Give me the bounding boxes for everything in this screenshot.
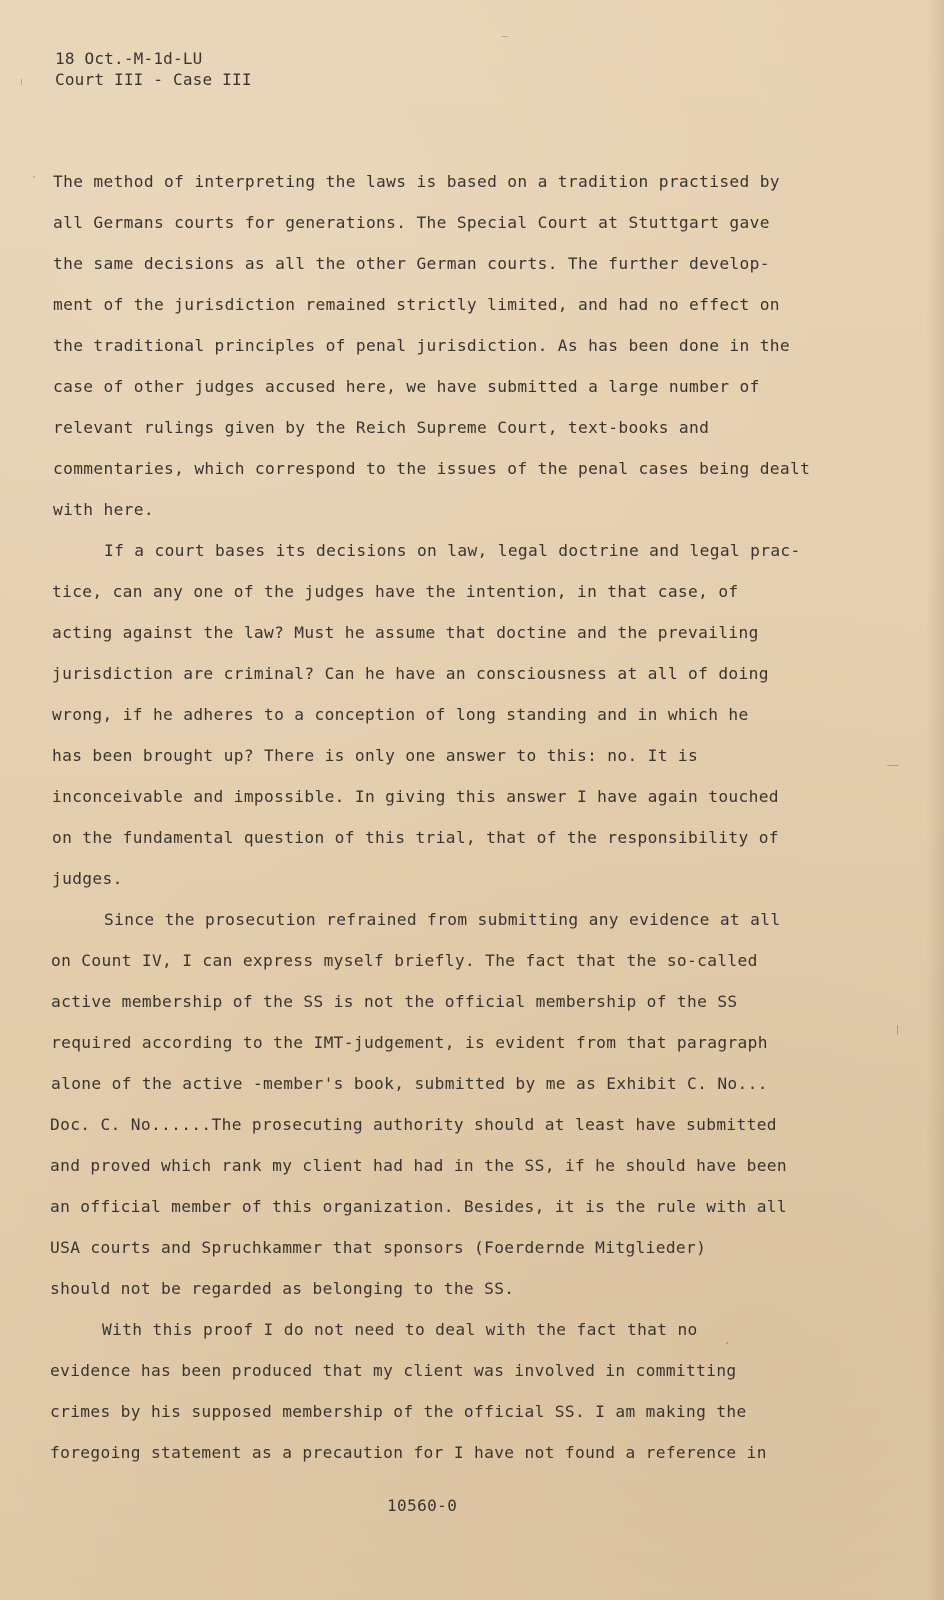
body-line-6: case of other judges accused here, we have submitted a large number of bbox=[53, 377, 760, 396]
body-line-30: evidence has been produced that my client was involved in committing bbox=[50, 1361, 737, 1380]
body-line-32: foregoing statement as a precaution for I have not found a reference in bbox=[50, 1443, 767, 1462]
paper-speck bbox=[887, 765, 899, 766]
page-number: 10560-0 bbox=[387, 1496, 458, 1515]
header-line-session: 18 Oct.-M-1d-LU bbox=[55, 49, 203, 68]
body-line-17: on the fundamental question of this trial, that of the responsibility of bbox=[52, 828, 779, 847]
paper-speck bbox=[21, 79, 22, 85]
body-line-13: jurisdiction are criminal? Can he have an consciousness at all of doing bbox=[52, 664, 769, 683]
body-line-12: acting against the law? Must he assume that doctine and the prevailing bbox=[52, 623, 759, 642]
paper-speck bbox=[502, 36, 508, 37]
body-line-3: the same decisions as all the other German courts. The further develop- bbox=[53, 254, 770, 273]
paper-speck bbox=[897, 1025, 898, 1035]
body-line-11: tice, can any one of the judges have the intention, in that case, of bbox=[52, 582, 739, 601]
body-line-31: crimes by his supposed membership of the official SS. I am making the bbox=[50, 1402, 747, 1421]
body-line-14: wrong, if he adheres to a conception of long standing and in which he bbox=[52, 705, 749, 724]
body-line-18: judges. bbox=[52, 869, 123, 888]
body-line-26: an official member of this organization. Besides, it is the rule with all bbox=[50, 1197, 787, 1216]
body-line-23: alone of the active -member's book, submitted by me as Exhibit C. No... bbox=[51, 1074, 768, 1093]
paper-speck bbox=[726, 1342, 728, 1344]
body-line-25: and proved which rank my client had had in the SS, if he should have been bbox=[50, 1156, 787, 1175]
body-line-24: Doc. C. No......The prosecuting authority should at least have submitted bbox=[50, 1115, 777, 1134]
paper-speck bbox=[33, 176, 35, 178]
body-line-27: USA courts and Spruchkammer that sponsors (Foerdernde Mitglieder) bbox=[50, 1238, 707, 1257]
body-line-16: inconceivable and impossible. In giving this answer I have again touched bbox=[52, 787, 779, 806]
body-line-5: the traditional principles of penal jurisdiction. As has been done in the bbox=[53, 336, 790, 355]
body-line-19: Since the prosecution refrained from submitting any evidence at all bbox=[104, 910, 781, 929]
body-line-22: required according to the IMT-judgement, is evident from that paragraph bbox=[51, 1033, 768, 1052]
body-line-10: If a court bases its decisions on law, legal doctrine and legal prac- bbox=[104, 541, 801, 560]
body-line-2: all Germans courts for generations. The Special Court at Stuttgart gave bbox=[53, 213, 770, 232]
body-line-4: ment of the jurisdiction remained strictly limited, and had no effect on bbox=[53, 295, 780, 314]
body-line-1: The method of interpreting the laws is based on a tradition practised by bbox=[53, 172, 780, 191]
body-line-8: commentaries, which correspond to the issues of the penal cases being dealt bbox=[53, 459, 811, 478]
body-line-7: relevant rulings given by the Reich Supreme Court, text-books and bbox=[53, 418, 710, 437]
header-line-court: Court III - Case III bbox=[55, 70, 252, 89]
body-line-15: has been brought up? There is only one answer to this: no. It is bbox=[52, 746, 699, 765]
body-line-29: With this proof I do not need to deal with the fact that no bbox=[102, 1320, 698, 1339]
body-line-28: should not be regarded as belonging to the SS. bbox=[50, 1279, 515, 1298]
body-line-21: active membership of the SS is not the official membership of the SS bbox=[51, 992, 738, 1011]
body-line-20: on Count IV, I can express myself briefly. The fact that the so-called bbox=[51, 951, 758, 970]
body-line-9: with here. bbox=[53, 500, 154, 519]
